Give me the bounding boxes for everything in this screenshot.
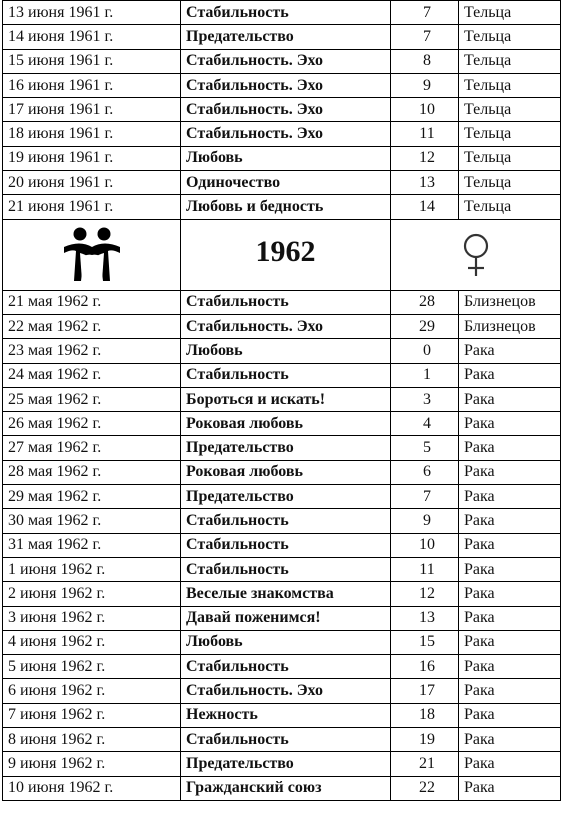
table-row	[3, 630, 561, 654]
sign-cell: Тельца	[459, 1, 561, 25]
name-cell: Любовь	[181, 146, 391, 170]
number-cell: 12	[391, 582, 459, 606]
date-cell: 17 июня 1961 г.	[3, 98, 181, 122]
number-cell: 13	[391, 606, 459, 630]
sign-cell: Рака	[459, 387, 561, 411]
sign-cell: Тельца	[459, 49, 561, 73]
date-cell: 21 июня 1961 г.	[3, 195, 181, 219]
name-cell: Стабильность	[181, 728, 391, 752]
name-cell: Стабильность. Эхо	[181, 49, 391, 73]
table-row	[3, 195, 561, 219]
number-cell: 17	[391, 679, 459, 703]
name-cell: Предательство	[181, 485, 391, 509]
date-cell: 25 мая 1962 г.	[3, 387, 181, 411]
name-cell: Любовь и бедность	[181, 195, 391, 219]
table-row	[3, 752, 561, 776]
sign-cell: Рака	[459, 728, 561, 752]
sign-cell: Рака	[459, 606, 561, 630]
date-cell: 30 мая 1962 г.	[3, 509, 181, 533]
sign-cell: Тельца	[459, 73, 561, 97]
sign-cell: Рака	[459, 412, 561, 436]
name-cell: Гражданский союз	[181, 776, 391, 800]
twins-figures-icon	[60, 225, 124, 285]
number-cell: 0	[391, 339, 459, 363]
date-cell: 31 мая 1962 г.	[3, 533, 181, 557]
number-cell: 13	[391, 171, 459, 195]
name-cell: Предательство	[181, 752, 391, 776]
number-cell: 29	[391, 314, 459, 338]
sign-cell: Рака	[459, 776, 561, 800]
sign-cell: Рака	[459, 533, 561, 557]
number-cell: 1	[391, 363, 459, 387]
name-cell: Бороться и искать!	[181, 387, 391, 411]
date-cell: 27 мая 1962 г.	[3, 436, 181, 460]
number-cell: 3	[391, 387, 459, 411]
name-cell: Давай поженимся!	[181, 606, 391, 630]
number-cell: 5	[391, 436, 459, 460]
table-row	[3, 509, 561, 533]
date-cell: 4 июня 1962 г.	[3, 630, 181, 654]
number-cell: 21	[391, 752, 459, 776]
table-row	[3, 776, 561, 800]
table-body-1962	[3, 290, 561, 800]
table-row	[3, 703, 561, 727]
number-cell: 11	[391, 557, 459, 581]
number-cell: 16	[391, 655, 459, 679]
table-row	[3, 606, 561, 630]
venus-cell	[391, 219, 561, 290]
year-header	[3, 219, 561, 290]
number-cell: 15	[391, 630, 459, 654]
sign-cell: Рака	[459, 655, 561, 679]
name-cell: Предательство	[181, 436, 391, 460]
table-row	[3, 412, 561, 436]
name-cell: Роковая любовь	[181, 412, 391, 436]
number-cell: 10	[391, 98, 459, 122]
sign-cell: Рака	[459, 752, 561, 776]
name-cell: Стабильность	[181, 290, 391, 314]
date-cell: 23 мая 1962 г.	[3, 339, 181, 363]
sign-cell: Тельца	[459, 146, 561, 170]
compatibility-table	[2, 0, 561, 801]
table-row	[3, 679, 561, 703]
date-cell: 22 мая 1962 г.	[3, 314, 181, 338]
name-cell: Стабильность. Эхо	[181, 122, 391, 146]
name-cell: Предательство	[181, 25, 391, 49]
name-cell: Стабильность	[181, 557, 391, 581]
year-cell	[181, 219, 391, 290]
name-cell: Стабильность	[181, 655, 391, 679]
date-cell: 8 июня 1962 г.	[3, 728, 181, 752]
date-cell: 14 июня 1961 г.	[3, 25, 181, 49]
date-cell: 7 июня 1962 г.	[3, 703, 181, 727]
name-cell: Любовь	[181, 339, 391, 363]
table-row	[3, 290, 561, 314]
number-cell: 9	[391, 509, 459, 533]
number-cell: 6	[391, 460, 459, 484]
date-cell: 28 мая 1962 г.	[3, 460, 181, 484]
number-cell: 9	[391, 73, 459, 97]
date-cell: 16 июня 1961 г.	[3, 73, 181, 97]
sign-cell: Тельца	[459, 25, 561, 49]
date-cell: 18 июня 1961 г.	[3, 122, 181, 146]
sign-cell: Тельца	[459, 98, 561, 122]
sign-cell: Рака	[459, 485, 561, 509]
name-cell: Стабильность. Эхо	[181, 73, 391, 97]
table-row	[3, 557, 561, 581]
table-row	[3, 122, 561, 146]
date-cell: 5 июня 1962 г.	[3, 655, 181, 679]
sign-cell: Рака	[459, 436, 561, 460]
sign-cell: Тельца	[459, 195, 561, 219]
date-cell: 21 мая 1962 г.	[3, 290, 181, 314]
name-cell: Стабильность	[181, 533, 391, 557]
table-row	[3, 146, 561, 170]
table-row	[3, 49, 561, 73]
table-row	[3, 98, 561, 122]
number-cell: 7	[391, 25, 459, 49]
number-cell: 28	[391, 290, 459, 314]
table-row	[3, 582, 561, 606]
number-cell: 7	[391, 485, 459, 509]
sign-cell: Рака	[459, 703, 561, 727]
date-cell: 19 июня 1961 г.	[3, 146, 181, 170]
number-cell: 10	[391, 533, 459, 557]
sign-cell: Рака	[459, 460, 561, 484]
table-row	[3, 436, 561, 460]
venus-symbol-icon	[459, 231, 493, 279]
number-cell: 4	[391, 412, 459, 436]
table-row	[3, 485, 561, 509]
table-row	[3, 728, 561, 752]
date-cell: 26 мая 1962 г.	[3, 412, 181, 436]
sign-cell: Тельца	[459, 171, 561, 195]
date-cell: 10 июня 1962 г.	[3, 776, 181, 800]
table-row	[3, 171, 561, 195]
date-cell: 1 июня 1962 г.	[3, 557, 181, 581]
name-cell: Стабильность. Эхо	[181, 314, 391, 338]
date-cell: 13 июня 1961 г.	[3, 1, 181, 25]
number-cell: 12	[391, 146, 459, 170]
date-cell: 3 июня 1962 г.	[3, 606, 181, 630]
number-cell: 18	[391, 703, 459, 727]
number-cell: 8	[391, 49, 459, 73]
date-cell: 9 июня 1962 г.	[3, 752, 181, 776]
name-cell: Веселые знакомства	[181, 582, 391, 606]
table-row	[3, 533, 561, 557]
year-label: 1962	[255, 235, 316, 269]
name-cell: Любовь	[181, 630, 391, 654]
table-row	[3, 73, 561, 97]
table-row	[3, 1, 561, 25]
table-body-1961	[3, 1, 561, 220]
name-cell: Нежность	[181, 703, 391, 727]
sign-cell: Близнецов	[459, 290, 561, 314]
sign-cell: Рака	[459, 509, 561, 533]
number-cell: 11	[391, 122, 459, 146]
date-cell: 29 мая 1962 г.	[3, 485, 181, 509]
name-cell: Стабильность	[181, 363, 391, 387]
year-row	[3, 219, 561, 290]
name-cell: Стабильность. Эхо	[181, 98, 391, 122]
sign-cell: Рака	[459, 582, 561, 606]
date-cell: 2 июня 1962 г.	[3, 582, 181, 606]
number-cell: 14	[391, 195, 459, 219]
name-cell: Стабильность	[181, 509, 391, 533]
table-row	[3, 387, 561, 411]
sign-cell: Рака	[459, 679, 561, 703]
name-cell: Роковая любовь	[181, 460, 391, 484]
name-cell: Стабильность. Эхо	[181, 679, 391, 703]
date-cell: 6 июня 1962 г.	[3, 679, 181, 703]
twins-cell	[3, 219, 181, 290]
date-cell: 20 июня 1961 г.	[3, 171, 181, 195]
date-cell: 15 июня 1961 г.	[3, 49, 181, 73]
date-cell: 24 мая 1962 г.	[3, 363, 181, 387]
table-row	[3, 655, 561, 679]
table-row	[3, 460, 561, 484]
sign-cell: Близнецов	[459, 314, 561, 338]
table-row	[3, 339, 561, 363]
sign-cell: Рака	[459, 630, 561, 654]
sign-cell: Рака	[459, 363, 561, 387]
number-cell: 22	[391, 776, 459, 800]
name-cell: Одиночество	[181, 171, 391, 195]
sign-cell: Рака	[459, 339, 561, 363]
table-row	[3, 363, 561, 387]
number-cell: 19	[391, 728, 459, 752]
name-cell: Стабильность	[181, 1, 391, 25]
sign-cell: Тельца	[459, 122, 561, 146]
table-row	[3, 314, 561, 338]
table-row	[3, 25, 561, 49]
sign-cell: Рака	[459, 557, 561, 581]
number-cell: 7	[391, 1, 459, 25]
